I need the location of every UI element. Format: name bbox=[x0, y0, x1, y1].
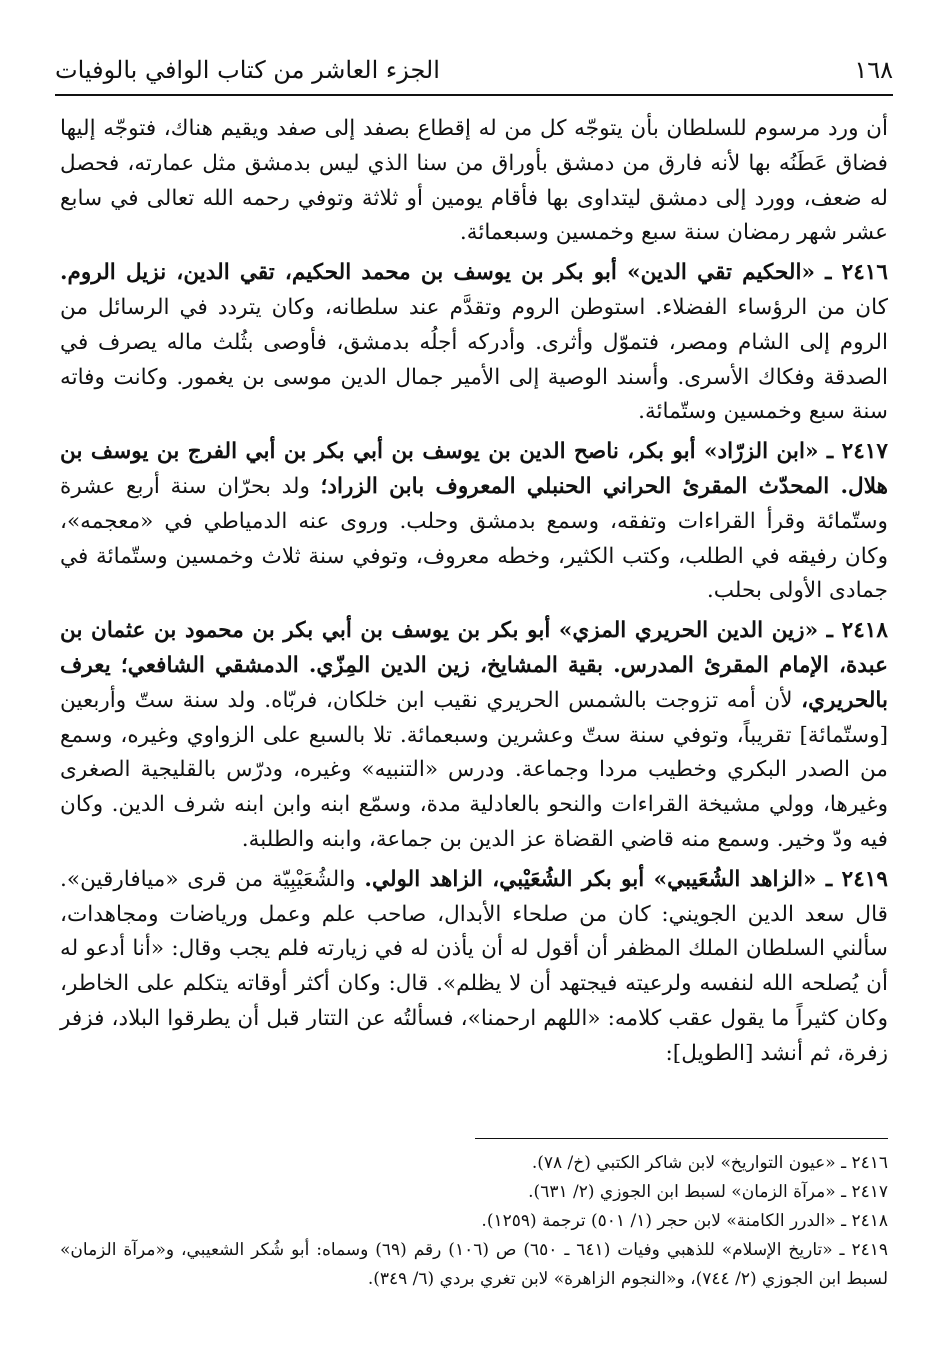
entry-2418 bbox=[60, 614, 888, 858]
footnotes bbox=[60, 1149, 888, 1294]
continuation-paragraph: أن ورد مرسوم للسلطان بأن يتوجّه كل من له إقطاع بصفد إلى صفد ويقيم هناك، فتوجّه إليها فضاق عَطَنُه بها لأنه فارق من دمشق بأوراق من سنا الذي ليس بدمشق مثل عمارته، فحصل له ضعف، وورد إلى دمشق ليتداوى بها فأقام يومين أو ثلاثة وتوفي رحمه الله تعالى في سابع عشر شهر رمضان سنة سبع وخمسين وسبعمائة. bbox=[60, 116, 888, 246]
footnote-2417: ٢٤١٧ ـ «مرآة الزمان» لسبط ابن الجوزي (٢/ ٦٣١). bbox=[528, 1182, 888, 1202]
entry-heading: ٢٤١٩ ـ «الزاهد الشُعَيبي» أبو بكر الشُعَيْبي، الزاهد الولي. bbox=[364, 866, 888, 892]
footnote-2418: ٢٤١٨ ـ «الدرر الكامنة» لابن حجر (١/ ٥٠١) ترجمة (١٢٥٩). bbox=[481, 1211, 888, 1231]
entry-2419 bbox=[60, 863, 888, 1072]
footnote-rule bbox=[475, 1138, 888, 1139]
page-number: ١٦٨ bbox=[854, 56, 893, 84]
entry-2416 bbox=[60, 256, 888, 430]
entry-text: كان من الرؤساء الفضلاء. استوطن الروم وتقدَّم عند سلطانه، وكان يتردد في الرسائل من الروم إلى الشام ومصر، فتموّل وأثرى. وأدركه أجلُه بدمشق، فأوصى بثُلث ماله يصرف في الصدقة وفكاك الأسرى. وأسند الوصية إلى الأمير جمال الدين موسى بن يغمور. وكانت وفاته سنة سبع وخمسين وستّمائة. bbox=[60, 294, 888, 425]
entry-heading: ٢٤١٨ ـ «زين الدين الحريري المزي» أبو بكر بن يوسف بن أبي بكر بن محمود بن عثمان بن عبدة، الإمام المقرئ المدرس. بقية المشايخ، زين الدين المِزّي. الدمشقي الشافعي؛ يعرف بالحريري، bbox=[60, 618, 888, 713]
footnote-2416: ٢٤١٦ ـ «عيون التواريخ» لابن شاكر الكتبي (خ/ ٧٨). bbox=[531, 1153, 888, 1173]
entry-text: ولد بحرّان سنة أربع عشرة وستّمائة وقرأ القراءات وتفقه، وسمع بدمشق وحلب. وروى عنه الدمياطي في «معجمه»، وكان رفيقه في الطلب، وكتب الكثير، وخطه معروف، وتوفي سنة ثلاث وخمسين وستّمائة في جمادى الأولى بحلب. bbox=[60, 473, 888, 604]
entry-2417 bbox=[60, 435, 888, 609]
header-rule bbox=[55, 94, 893, 96]
running-head bbox=[55, 50, 893, 90]
entry-text: والشُعَيْبِيّة من قرى «ميافارقين». قال سعد الدين الجويني: كان من صلحاء الأبدال، صاحب علم وعمل ورياضات ومجاهدات، سألني السلطان الملك المظفر أن أقول له أن يأذن له في زيارته فلم يجب وقال: «أنا أدعو له أن يُصلحه الله لنفسه ولرعيته فيجتهد أن لا يظلم». قال: وكان أكثر أوقاته يتكلم على الخاطر، وكان كثيراً ما يقول عقب كلامه: «اللهم ارحمنا»، فسألتُه عن التتار قبل أن يطرقوا البلاد، فزفر زفرة، ثم أنشد [الطويل]: bbox=[60, 866, 888, 1066]
body-text bbox=[60, 112, 888, 1072]
running-title: الجزء العاشر من كتاب الوافي بالوفيات bbox=[55, 56, 440, 84]
entry-heading: ٢٤١٦ ـ «الحكيم تقي الدين» أبو بكر بن يوسف بن محمد الحكيم، تقي الدين، نزيل الروم. bbox=[60, 260, 888, 286]
entry-heading: ٢٤١٧ ـ «ابن الزرّاد» أبو بكر، ناصح الدين بن يوسف بن أبي بكر بن أبي الفرج بن يوسف بن هلال. المحدّث المقرئ الحراني الحنبلي المعروف بابن الزراد؛ bbox=[60, 439, 888, 499]
entry-text: لأن أمه تزوجت بالشمس الحريري نقيب ابن خلكان، فربّاه. ولد سنة ستّ وأربعين [وستّمائة] تقريباً، وتوفي سنة ستّ وعشرين وسبعمائة. تلا بالسبع على الزواوي وغيره، وسمع من الصدر البكري وخطيب مردا وجماعة. ودرس «التنبيه» وغيره، ودرّس بالقليجية الصغرى وغيرها، وولي مشيخة القراءات والنحو بالعادلية مدة، وسمّع ابنه وابن ابنه شرف الدين. وكان فيه ودّ وخير. وسمع منه قاضي القضاة عز الدين بن جماعة، وابنه والطلبة. bbox=[60, 687, 888, 852]
footnote-2419: ٢٤١٩ ـ «تاريخ الإسلام» للذهبي وفيات (٦٤١ ـ ٦٥٠) ص (١٠٦) رقم (٦٩) وسماه: أبو شُكر الشعيبي، و«مرآة الزمان» لسبط ابن الجوزي (٢/ ٧٤٤)، و«النجوم الزاهرة» لابن تغري بردي (٦/ ٣٤٩). bbox=[60, 1240, 888, 1289]
